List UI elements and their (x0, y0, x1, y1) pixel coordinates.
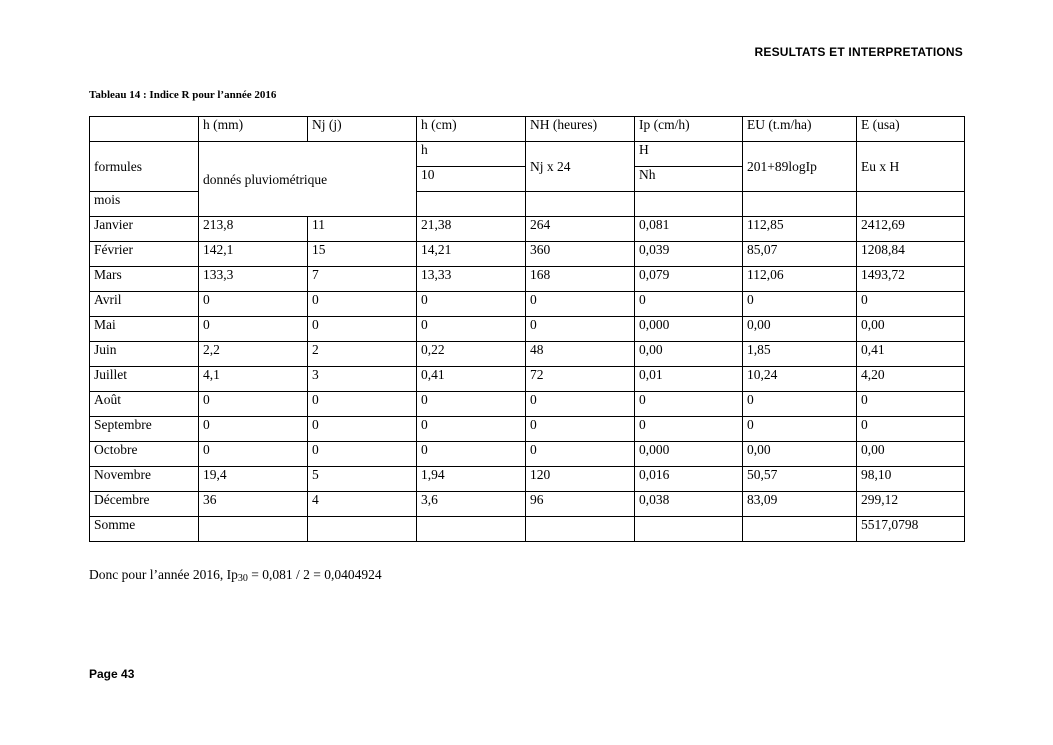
month-cell: Août (90, 392, 199, 417)
value-cell: 0,00 (743, 442, 857, 467)
value-cell: 0 (743, 417, 857, 442)
column-header: Nj (j) (308, 117, 417, 142)
table-row (90, 492, 965, 517)
value-cell: 19,4 (199, 467, 308, 492)
value-cell: 0,41 (417, 367, 526, 392)
value-cell: 83,09 (743, 492, 857, 517)
table-row (90, 367, 965, 392)
value-cell: 0 (635, 292, 743, 317)
value-cell: 2 (308, 342, 417, 367)
running-header: RESULTATS ET INTERPRETATIONS (754, 45, 963, 59)
value-cell: 14,21 (417, 242, 526, 267)
value-cell: 0,00 (857, 442, 965, 467)
value-cell: 15 (308, 242, 417, 267)
value-cell: 168 (526, 267, 635, 292)
value-cell: 299,12 (857, 492, 965, 517)
value-cell: 112,06 (743, 267, 857, 292)
value-cell: 0 (308, 317, 417, 342)
table-row (90, 467, 965, 492)
month-cell: Juin (90, 342, 199, 367)
value-cell: 112,85 (743, 217, 857, 242)
empty-cell (857, 192, 965, 217)
column-header-row (90, 117, 965, 142)
value-cell: 48 (526, 342, 635, 367)
empty-cell (526, 192, 635, 217)
value-cell: 50,57 (743, 467, 857, 492)
value-cell: 0 (308, 417, 417, 442)
value-cell: 11 (308, 217, 417, 242)
column-header: Ip (cm/h) (635, 117, 743, 142)
value-cell: 0,00 (743, 317, 857, 342)
ip-formula-denominator: Nh (635, 167, 743, 192)
month-cell: Octobre (90, 442, 199, 467)
value-cell: 360 (526, 242, 635, 267)
value-cell: 0 (857, 417, 965, 442)
value-cell: 0 (417, 442, 526, 467)
value-cell: 13,33 (417, 267, 526, 292)
empty-cell (635, 517, 743, 542)
value-cell: 0 (308, 442, 417, 467)
value-cell: 0 (743, 292, 857, 317)
month-cell: Mai (90, 317, 199, 342)
value-cell: 0,22 (417, 342, 526, 367)
formula-row-top (90, 142, 965, 167)
somme-row (90, 517, 965, 542)
value-cell: 0,079 (635, 267, 743, 292)
value-cell: 7 (308, 267, 417, 292)
value-cell: 0,000 (635, 317, 743, 342)
value-cell: 0 (199, 292, 308, 317)
column-header: h (mm) (199, 117, 308, 142)
empty-cell (308, 517, 417, 542)
value-cell: 142,1 (199, 242, 308, 267)
value-cell: 0 (417, 417, 526, 442)
value-cell: 5 (308, 467, 417, 492)
value-cell: 0 (199, 442, 308, 467)
value-cell: 0 (635, 417, 743, 442)
month-cell: Janvier (90, 217, 199, 242)
pluvio-data-label: donnés pluviométrique (199, 142, 417, 217)
value-cell: 36 (199, 492, 308, 517)
ip-formula-numerator: H (635, 142, 743, 167)
value-cell: 1493,72 (857, 267, 965, 292)
value-cell: 133,3 (199, 267, 308, 292)
empty-cell (743, 517, 857, 542)
table-caption: Tableau 14 : Indice R pour l’année 2016 (89, 89, 277, 101)
value-cell: 0 (857, 292, 965, 317)
value-cell: 98,10 (857, 467, 965, 492)
column-header: h (cm) (417, 117, 526, 142)
value-cell: 0,038 (635, 492, 743, 517)
value-cell: 2,2 (199, 342, 308, 367)
value-cell: 0,01 (635, 367, 743, 392)
value-cell: 0 (635, 392, 743, 417)
h-formula-numerator: h (417, 142, 526, 167)
value-cell: 4,1 (199, 367, 308, 392)
value-cell: 0 (526, 442, 635, 467)
formules-label: formules (90, 142, 199, 192)
table-row (90, 392, 965, 417)
value-cell: 0,00 (857, 317, 965, 342)
month-cell: Juillet (90, 367, 199, 392)
value-cell: 0 (526, 392, 635, 417)
table-row (90, 417, 965, 442)
value-cell: 96 (526, 492, 635, 517)
value-cell: 1,85 (743, 342, 857, 367)
month-cell: Novembre (90, 467, 199, 492)
table-row (90, 292, 965, 317)
value-cell: 120 (526, 467, 635, 492)
value-cell: 4 (308, 492, 417, 517)
value-cell: 0,081 (635, 217, 743, 242)
e-formula: Eu x H (857, 142, 965, 192)
eu-formula: 201+89logIp (743, 142, 857, 192)
month-cell: Septembre (90, 417, 199, 442)
empty-cell (417, 192, 526, 217)
value-cell: 2412,69 (857, 217, 965, 242)
value-cell: 1,94 (417, 467, 526, 492)
value-cell: 264 (526, 217, 635, 242)
empty-cell (417, 517, 526, 542)
empty-cell (743, 192, 857, 217)
value-cell: 0 (308, 392, 417, 417)
indice-r-table (89, 116, 965, 542)
column-header: NH (heures) (526, 117, 635, 142)
value-cell: 0,016 (635, 467, 743, 492)
value-cell: 0 (526, 317, 635, 342)
nh-formula: Nj x 24 (526, 142, 635, 192)
table-row (90, 342, 965, 367)
value-cell: 0 (417, 392, 526, 417)
month-cell: Avril (90, 292, 199, 317)
value-cell: 72 (526, 367, 635, 392)
column-header: E (usa) (857, 117, 965, 142)
table-row (90, 317, 965, 342)
value-cell: 85,07 (743, 242, 857, 267)
value-cell: 0 (526, 292, 635, 317)
value-cell: 0 (743, 392, 857, 417)
empty-cell (635, 192, 743, 217)
month-cell: Février (90, 242, 199, 267)
value-cell: 0 (417, 317, 526, 342)
value-cell: 3 (308, 367, 417, 392)
table-row (90, 442, 965, 467)
empty-cell (526, 517, 635, 542)
value-cell: 0 (199, 417, 308, 442)
value-cell: 0 (199, 392, 308, 417)
mois-label: mois (90, 192, 199, 217)
value-cell: 21,38 (417, 217, 526, 242)
value-cell: 0,41 (857, 342, 965, 367)
value-cell: 4,20 (857, 367, 965, 392)
conclusion-prefix: Donc pour l’année 2016, Ip (89, 567, 238, 582)
conclusion-suffix: = 0,081 / 2 = 0,0404924 (247, 567, 382, 582)
somme-value: 5517,0798 (857, 517, 965, 542)
month-cell: Mars (90, 267, 199, 292)
value-cell: 1208,84 (857, 242, 965, 267)
empty-cell (199, 517, 308, 542)
page-number: Page 43 (89, 667, 135, 681)
column-header (90, 117, 199, 142)
value-cell: 3,6 (417, 492, 526, 517)
table-row (90, 242, 965, 267)
value-cell: 0 (199, 317, 308, 342)
value-cell: 0,039 (635, 242, 743, 267)
h-formula-denominator: 10 (417, 167, 526, 192)
value-cell: 0 (417, 292, 526, 317)
conclusion-line (89, 567, 382, 584)
table-row (90, 217, 965, 242)
value-cell: 213,8 (199, 217, 308, 242)
value-cell: 0 (308, 292, 417, 317)
value-cell: 0 (526, 417, 635, 442)
column-header: EU (t.m/ha) (743, 117, 857, 142)
conclusion-subscript: 30 (237, 573, 248, 584)
somme-label: Somme (90, 517, 199, 542)
month-cell: Décembre (90, 492, 199, 517)
value-cell: 10,24 (743, 367, 857, 392)
value-cell: 0,000 (635, 442, 743, 467)
value-cell: 0 (857, 392, 965, 417)
value-cell: 0,00 (635, 342, 743, 367)
table-row (90, 267, 965, 292)
